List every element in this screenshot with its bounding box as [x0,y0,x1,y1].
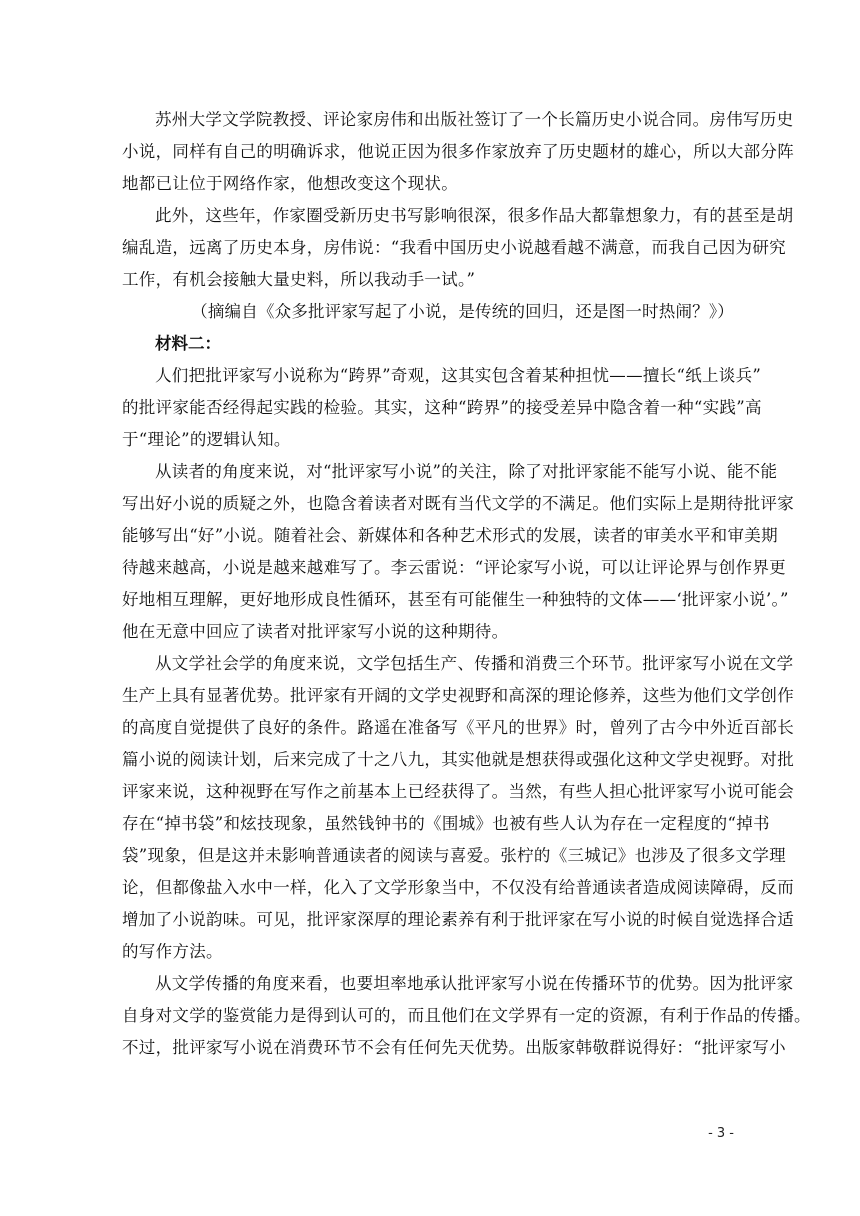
text-line: 的批评家能否经得起实践的检验。其实，这种“跨界”的接受差异中隐含着一种“实践”高 [122,398,762,417]
text-line: 自身对文学的鉴赏能力是得到认可的，而且他们在文学界有一定的资源，有利于作品的传播。 [122,1006,811,1025]
document-body [122,104,811,1064]
page-number: - 3 - [708,1126,734,1141]
section-heading: 材料二： [155,334,221,353]
text-line: 的高度自觉提供了良好的条件。路遥在准备写《平凡的世界》时，曾列了古今中外近百部长 [122,718,794,737]
text-line: 增加了小说韵味。可见，批评家深厚的理论素养有利于批评家在写小说的时候自觉选择合适 [122,910,794,929]
text-line: 生产上具有显著优势。批评家有开阔的文学史视野和高深的理论修养，这些为他们文学创作 [122,686,794,705]
paragraph [122,968,811,1064]
text-line: 于“理论”的逻辑认知。 [122,430,291,449]
text-line: 好地相互理解，更好地形成良性循环，甚至有可能催生一种独特的文体——‘批评家小说’。” [122,590,789,609]
text-line: 他在无意中回应了读者对批评家写小说的这种期待。 [122,622,509,641]
text-line: 不过，批评家写小说在消费环节不会有任何先天优势。出版家韩敬群说得好：“批评家写小 [122,1038,786,1057]
paragraph [122,456,794,648]
text-line: 写出好小说的质疑之外，也隐含着读者对既有当代文学的不满足。他们实际上是期待批评家 [122,494,794,513]
text-line: 评家来说，这种视野在写作之前基本上已经获得了。当然，有些人担心批评家写小说可能会 [122,782,794,801]
text-line: 从读者的角度来说，对“批评家写小说”的关注，除了对批评家能不能写小说、能不能 [155,462,778,481]
text-line: 编乱造，远离了历史本身，房伟说：“我看中国历史小说越看越不满意，而我自己因为研究 [122,238,786,257]
text-line: 此外，这些年，作家圈受新历史书写影响很深，很多作品大都靠想象力，有的甚至是胡 [155,206,794,225]
source-citation: （摘编自《众多批评家写起了小说，是传统的回归，还是图一时热闹？》） [191,302,734,321]
paragraph [122,648,794,968]
paragraph [122,200,794,296]
text-line: 人们把批评家写小说称为“跨界”奇观，这其实包含着某种担忧——擅长“纸上谈兵” [155,366,762,385]
text-line: 地都已让位于网络作家，他想改变这个现状。 [122,174,458,193]
text-line: 待越来越高，小说是越来越难写了。李云雷说：“评论家写小说，可以让评论界与创作界更 [122,558,786,577]
text-line: 论，但都像盐入水中一样，化入了文学形象当中，不仅没有给普通读者造成阅读障碍，反而 [122,878,794,897]
text-line: 从文学社会学的角度来说，文学包括生产、传播和消费三个环节。批评家写小说在文学 [155,654,794,673]
text-line: 的写作方法。 [122,942,223,961]
text-line: 工作，有机会接触大量史料，所以我动手一试。” [122,270,476,289]
text-line: 袋”现象，但是这并未影响普通读者的阅读与喜爱。张柠的《三城记》也涉及了很多文学理 [122,846,786,865]
text-line: 小说，同样有自己的明确诉求，他说正因为很多作家放弃了历史题材的雄心，所以大部分阵 [122,142,794,161]
text-line: 存在“掉书袋”和炫技现象，虽然钱钟书的《围城》也被有些人认为存在一定程度的“掉书 [122,814,770,833]
text-line: 从文学传播的角度来看，也要坦率地承认批评家写小说在传播环节的优势。因为批评家 [155,974,794,993]
paragraph [122,360,762,456]
text-line: 能够写出“好”小说。随着社会、新媒体和各种艺术形式的发展，读者的审美水平和审美期 [122,526,778,545]
paragraph [122,104,794,200]
text-line: 苏州大学文学院教授、评论家房伟和出版社签订了一个长篇历史小说合同。房伟写历史 [155,110,794,129]
text-line: 篇小说的阅读计划，后来完成了十之八九，其实他就是想获得或强化这种文学史视野。对批 [122,750,794,769]
